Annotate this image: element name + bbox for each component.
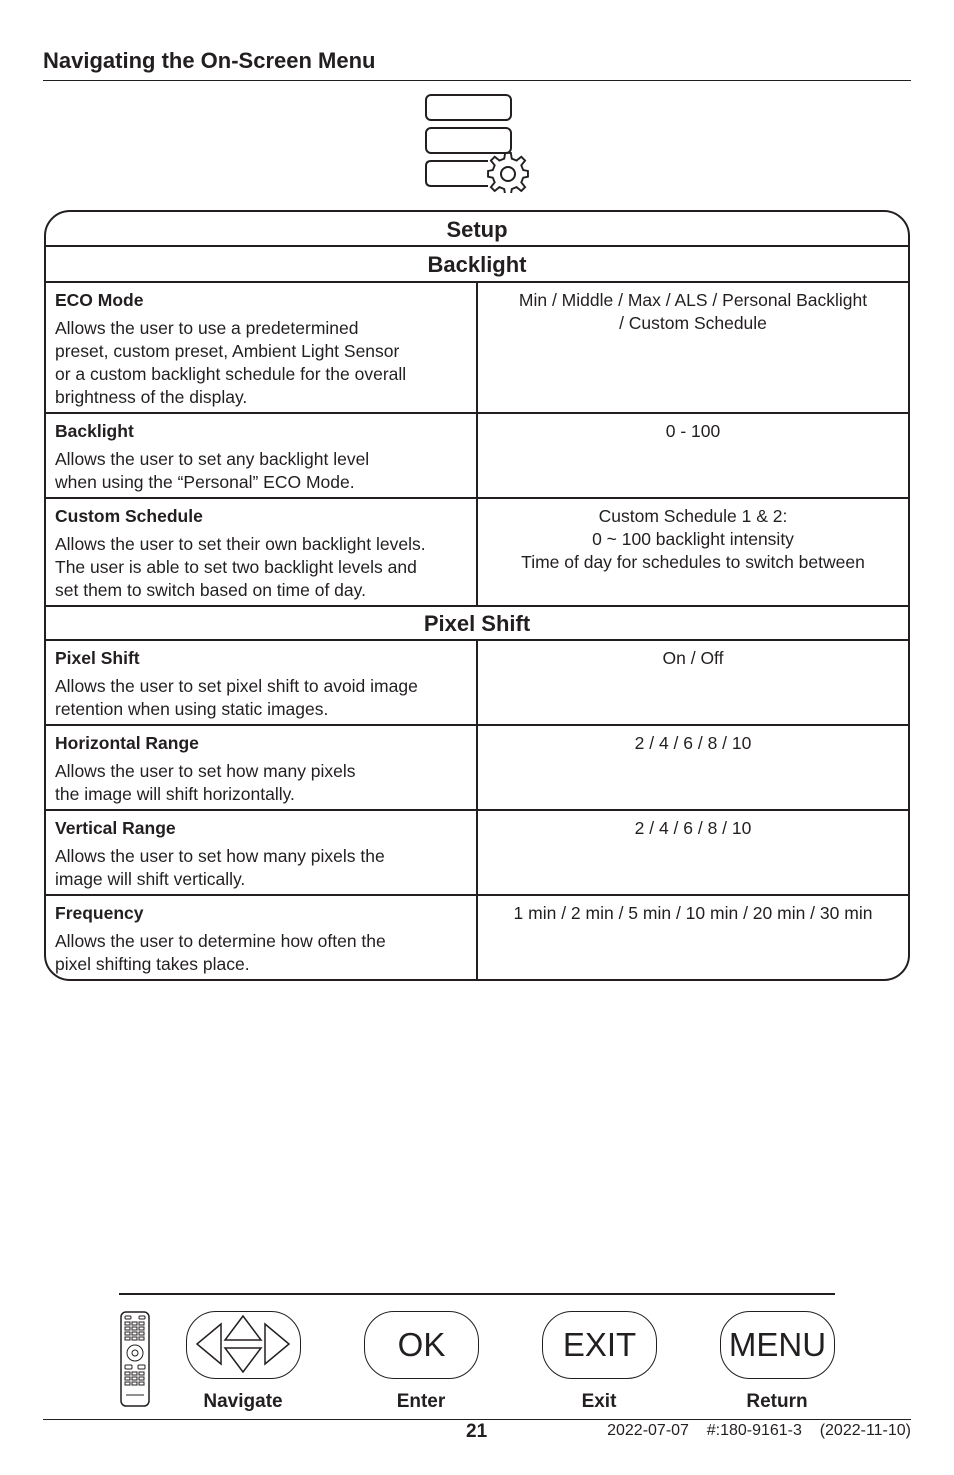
menu-button-text: MENU <box>728 1326 827 1363</box>
navigate-button <box>186 1311 301 1379</box>
nav-rule <box>119 1293 835 1295</box>
setting-name: Backlight <box>55 421 134 441</box>
page-number: 21 <box>466 1421 488 1442</box>
setting-values: 0 - 100 <box>665 421 721 441</box>
setting-name: Horizontal Range <box>55 733 199 753</box>
page-title: Navigating the On-Screen Menu <box>43 48 376 73</box>
header-rule <box>43 80 911 81</box>
exit-button-text: EXIT <box>562 1326 637 1363</box>
table-row <box>46 726 908 811</box>
setting-name: Custom Schedule <box>55 506 203 526</box>
footer-rule <box>43 1419 911 1420</box>
setting-values: 1 min / 2 min / 5 min / 10 min / 20 min / 30 min <box>513 903 873 923</box>
exit-label: Exit <box>581 1391 617 1412</box>
setting-values: On / Off <box>662 648 724 668</box>
document-info: 2022-07-07 #:180-9161-3 (2022-11-10) <box>607 1422 911 1439</box>
setting-values: 2 / 4 / 6 / 8 / 10 <box>634 733 752 753</box>
navigate-arrows-icon <box>187 1312 299 1378</box>
setting-name: ECO Mode <box>55 290 144 310</box>
setting-values: Min / Middle / Max / ALS / Personal Backlight / Custom Schedule <box>518 290 868 333</box>
setting-description: Allows the user to set their own backlight levels. The user is able to set two backlight levels and set them to switch based on time of day. <box>55 534 426 600</box>
setting-description: Allows the user to use a predetermined preset, custom preset, Ambient Light Sensor or a custom backlight schedule for the overall brightness of the display. <box>55 318 407 407</box>
table-row <box>46 414 908 499</box>
remote-control-icon <box>120 1311 150 1407</box>
table-row <box>46 641 908 726</box>
setting-description: Allows the user to determine how often the pixel shifting takes place. <box>55 931 386 974</box>
setup-table <box>44 210 910 981</box>
navigate-label: Navigate <box>203 1391 283 1412</box>
setting-values: 2 / 4 / 6 / 8 / 10 <box>634 818 752 838</box>
ok-button-text: OK <box>397 1326 446 1363</box>
setting-values: Custom Schedule 1 & 2: 0 ~ 100 backlight intensity Time of day for schedules to switch between <box>521 506 865 572</box>
section-title-pixel-shift: Pixel Shift <box>46 607 908 641</box>
table-row <box>46 283 908 414</box>
setting-description: Allows the user to set any backlight level when using the “Personal” ECO Mode. <box>55 449 370 492</box>
setting-description: Allows the user to set how many pixels the image will shift horizontally. <box>55 761 356 804</box>
table-row <box>46 896 908 980</box>
section-title-backlight: Backlight <box>46 247 908 283</box>
setting-description: Allows the user to set pixel shift to avoid image retention when using static images. <box>55 676 418 719</box>
setup-gear-menu-icon <box>424 93 534 193</box>
exit-button <box>542 1311 657 1379</box>
table-row <box>46 499 908 607</box>
enter-label: Enter <box>396 1391 446 1412</box>
setting-name: Pixel Shift <box>55 648 140 668</box>
ok-button <box>364 1311 479 1379</box>
table-title: Setup <box>46 212 908 247</box>
return-label: Return <box>746 1391 808 1412</box>
table-row <box>46 811 908 896</box>
setting-name: Vertical Range <box>55 818 176 838</box>
setting-name: Frequency <box>55 903 144 923</box>
setting-description: Allows the user to set how many pixels the image will shift vertically. <box>55 846 385 889</box>
menu-button <box>720 1311 835 1379</box>
